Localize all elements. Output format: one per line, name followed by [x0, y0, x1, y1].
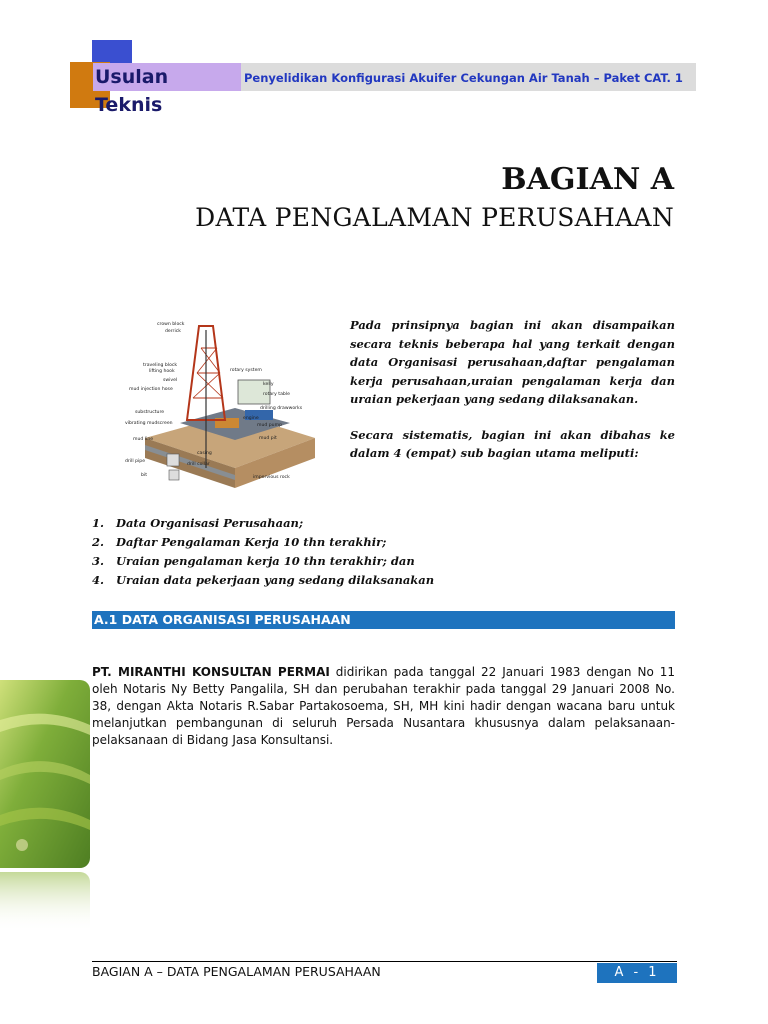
intro-text [350, 316, 675, 480]
intro-paragraph-1: Pada prinsipnya bagian ini akan disampaikan secara teknis beberapa hal yang terkait dengan data Organisasi perusahaan,daftar pengalaman kerja perusahaan,uraian pengalaman kerja dan uraian pekerjaan yang sedang dilaksanakan. [350, 318, 675, 406]
list-item: 1. Data Organisasi Perusahaan; [92, 516, 304, 530]
rig-label: crown block [157, 322, 185, 327]
rig-label: vibrating mudscreen [125, 421, 173, 426]
section-heading: A.1 DATA ORGANISASI PERUSAHAAN [92, 611, 675, 629]
rig-label: drill collar [187, 462, 210, 467]
company-name: PT. MIRANTHI KONSULTAN PERMAI [92, 665, 330, 679]
company-description: didirikan pada tanggal 22 Januari 1983 dengan No 11 oleh Notaris Ny Betty Pangalila, SH dan perubahan terakhir pada tanggal 29 Januari 2008 No. 38, dengan Akta Notaris R.Sabar Partakosoema, SH, MH kini hadir dengan wacana baru untuk melanjutkan pembangunan di seluruh Persada Nusantara khususnya dalam pelaksanaan-pelaksanaan di Bidang Jasa Konsultansi. [92, 665, 676, 747]
header-left-label: Usulan Teknis [93, 63, 241, 91]
rig-label: rotary table [263, 392, 290, 397]
page-subtitle: DATA PENGALAMAN PERUSAHAAN [195, 203, 674, 232]
rig-label: mud pit [259, 436, 277, 441]
list-item: 3. Uraian pengalaman kerja 10 thn terakhir; dan [92, 554, 415, 568]
rig-label: drilling drawworks [260, 406, 303, 411]
rig-label: mud pump [257, 423, 282, 428]
page-title: BAGIAN A [501, 162, 674, 197]
list-item: 4. Uraian data pekerjaan yang sedang dilaksanakan [92, 573, 435, 587]
rig-label: lifting hook [149, 369, 175, 374]
rig-label: engine [243, 416, 259, 421]
drilling-rig-illustration [125, 318, 320, 490]
footer-text: BAGIAN A – DATA PENGALAMAN PERUSAHAAN [92, 964, 381, 979]
landscape-decor-image [0, 680, 90, 868]
rig-label: drill pipe [125, 459, 146, 464]
header-right-label: Penyelidikan Konfigurasi Akuifer Cekungan Air Tanah – Paket CAT. 1 [241, 63, 696, 91]
rig-label: casing [197, 451, 212, 456]
rig-label: swivel [163, 378, 178, 383]
company-paragraph [92, 664, 675, 749]
rig-label: impervious rock [253, 475, 290, 480]
list-item: 2. Daftar Pengalaman Kerja 10 thn terakhir; [92, 535, 387, 549]
rig-label: derrick [165, 329, 181, 334]
rig-label: traveling block [143, 363, 178, 368]
subsection-list [92, 514, 434, 590]
intro-paragraph-2: Secara sistematis, bagian ini akan dibahas ke dalam 4 (empat) sub bagian utama meliputi: [350, 427, 675, 460]
rig-label: mud line [133, 437, 154, 442]
rig-label: mud injection hose [129, 387, 173, 392]
landscape-reflection-decor [0, 872, 90, 932]
rig-label: bit [141, 473, 147, 478]
rig-label: rotary system [230, 368, 262, 373]
rig-label: substructure [135, 410, 165, 415]
rig-label: kelly [263, 382, 274, 387]
footer-divider [92, 961, 677, 962]
page-number: A - 1 [597, 963, 677, 983]
